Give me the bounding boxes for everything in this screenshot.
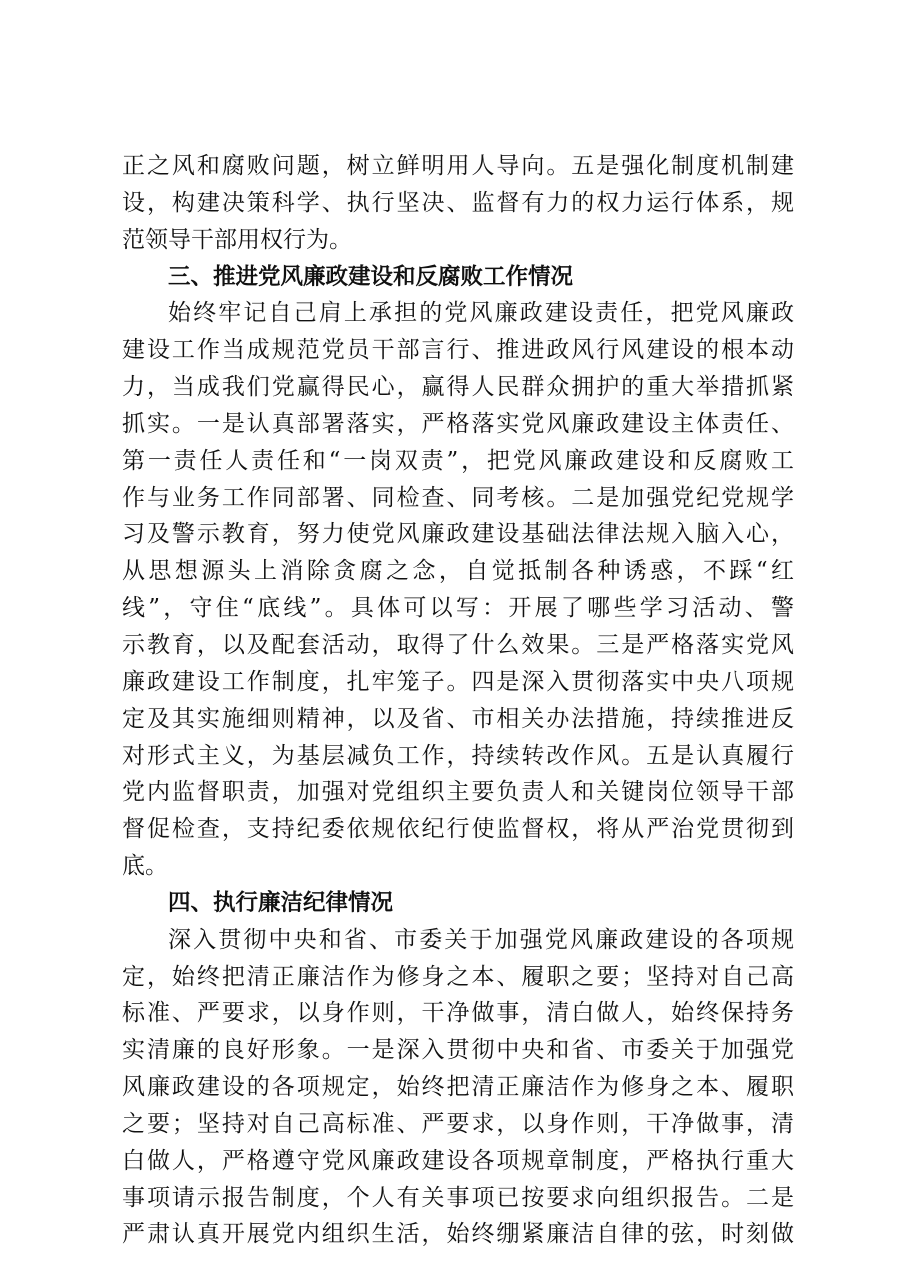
para3-line: 定，始终把清正廉洁作为修身之本、履职之要；坚持对自己高 [122,963,794,990]
para2-line: 廉政建设工作制度，扎牢笼子。四是深入贯彻落实中央八项规 [122,668,794,695]
para2-line: 习及警示教育，努力使党风廉政建设基础法律法规入脑入心， [122,521,794,548]
para2-line: 督促检查，支持纪委依规依纪行使监督权，将从严治党贯彻到 [122,816,794,843]
para2-line: 始终牢记自己肩上承担的党风廉政建设责任，把党风廉政 [168,300,794,327]
para2-line: 线”，守住“底线”。具体可以写：开展了哪些学习活动、警 [122,595,794,622]
para2-line: 建设工作当成规范党员干部言行、推进政风行风建设的根本动 [122,337,794,364]
para2-line: 从思想源头上消除贪腐之念，自觉抵制各种诱惑，不踩“红 [122,558,794,585]
para2-line: 底。 [122,853,168,880]
para3-line: 深入贯彻中央和省、市委关于加强党风廉政建设的各项规 [168,926,794,953]
para2-line: 党内监督职责，加强对党组织主要负责人和关键岗位领导干部 [122,779,794,806]
para2-line: 第一责任人责任和“一岗双责”，把党风廉政建设和反腐败工 [122,447,794,474]
para3-line: 实清廉的良好形象。一是深入贯彻中央和省、市委关于加强党 [122,1037,794,1064]
para3-line: 白做人，严格遵守党风廉政建设各项规章制度，严格执行重大 [122,1147,794,1174]
para1-line: 范领导干部用权行为。 [122,226,352,253]
para2-line: 对形式主义，为基层减负工作，持续转改作风。五是认真履行 [122,742,794,769]
section-heading-3: 三、推进党风廉政建设和反腐败工作情况 [168,263,574,290]
para3-line: 标准、严要求，以身作则，干净做事，清白做人，始终保持务 [122,1000,794,1027]
para2-line: 抓实。一是认真部署落实，严格落实党风廉政建设主体责任、 [122,410,794,437]
para1-line: 正之风和腐败问题，树立鲜明用人导向。五是强化制度机制建 [122,153,794,179]
para1-line: 设，构建决策科学、执行坚决、监督有力的权力运行体系，规 [122,189,794,216]
para2-line: 定及其实施细则精神，以及省、市相关办法措施，持续推进反 [122,705,794,732]
para2-line: 力，当成我们党赢得民心，赢得人民群众拥护的重大举措抓紧 [122,374,794,401]
para3-line: 风廉政建设的各项规定，始终把清正廉洁作为修身之本、履职 [122,1074,794,1101]
para2-line: 作与业务工作同部署、同检查、同考核。二是加强党纪党规学 [122,484,794,511]
para2-line: 示教育，以及配套活动，取得了什么效果。三是严格落实党风 [122,631,794,658]
document-page [122,148,794,1253]
para3-line: 事项请示报告制度，个人有关事项已按要求向组织报告。二是 [122,1184,794,1211]
para3-line: 严肃认真开展党内组织生活，始终绷紧廉洁自律的弦，时刻做 [122,1221,794,1248]
section-heading-4: 四、执行廉洁纪律情况 [168,889,394,916]
para3-line: 之要；坚持对自己高标准、严要求，以身作则，干净做事，清 [122,1110,794,1137]
